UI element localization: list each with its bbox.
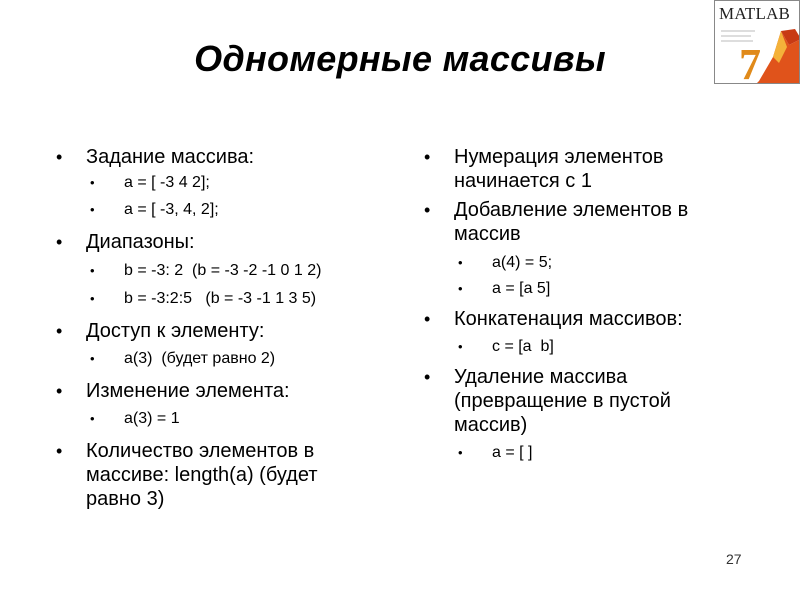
sub-item bbox=[424, 253, 724, 273]
bullet-icon: • bbox=[56, 321, 63, 341]
left-column bbox=[56, 145, 376, 511]
list-item-text: Задание массива: bbox=[86, 146, 255, 168]
right-column bbox=[424, 145, 724, 463]
bullet-icon: • bbox=[458, 255, 463, 270]
bullet-icon: • bbox=[424, 200, 431, 220]
list-item bbox=[56, 379, 376, 403]
bullet-icon: • bbox=[90, 202, 95, 217]
list-item-text: Нумерация элементов начинается с 1 bbox=[454, 146, 664, 192]
list-item bbox=[424, 365, 724, 437]
sub-item-text: a(3) = 1 bbox=[124, 410, 180, 427]
sub-item-text: a(4) = 5; bbox=[492, 254, 553, 271]
list-item bbox=[424, 145, 724, 193]
list-item-text: Диапазоны: bbox=[86, 231, 195, 253]
bullet-icon: • bbox=[458, 445, 463, 460]
bullet-icon: • bbox=[90, 411, 95, 426]
sub-item-text: a(3) (будет равно 2) bbox=[124, 350, 276, 367]
list-item bbox=[56, 230, 376, 254]
list-item bbox=[424, 307, 724, 331]
logo-version-number: 7 bbox=[739, 40, 761, 85]
sub-item bbox=[56, 289, 376, 309]
bullet-icon: • bbox=[56, 381, 63, 401]
bullet-icon: • bbox=[90, 291, 95, 306]
page-number: 27 bbox=[726, 551, 742, 567]
list-item-text: Добавление элементов в массив bbox=[454, 199, 689, 245]
list-item bbox=[56, 319, 376, 343]
sub-item-text: b = -3:2:5 (b = -3 -1 1 3 5) bbox=[124, 290, 317, 307]
sub-item-text: a = [ -3 4 2]; bbox=[124, 174, 210, 191]
list-item-text: Конкатенация массивов: bbox=[454, 308, 683, 330]
bullet-icon: • bbox=[56, 147, 63, 167]
sub-item-text: c = [a b] bbox=[492, 338, 554, 355]
logo-wordmark: MATLAB bbox=[719, 4, 791, 23]
sub-item bbox=[424, 337, 724, 357]
bullet-icon: • bbox=[90, 263, 95, 278]
list-item-text: Удаление массива (превращение в пустой массив) bbox=[454, 366, 671, 436]
sub-item bbox=[56, 349, 376, 369]
bullet-icon: • bbox=[458, 281, 463, 296]
list-item-text: Изменение элемента: bbox=[86, 380, 290, 402]
bullet-icon: • bbox=[90, 351, 95, 366]
bullet-icon: • bbox=[424, 147, 431, 167]
list-item-text: Доступ к элементу: bbox=[86, 320, 265, 342]
sub-item-text: a = [ ] bbox=[492, 444, 533, 461]
bullet-icon: • bbox=[458, 339, 463, 354]
list-item-text: Количество элементов в массиве: length(a) (будет равно 3) bbox=[86, 440, 318, 510]
list-item bbox=[424, 198, 724, 246]
matlab-logo bbox=[714, 0, 800, 84]
sub-item-text: a = [a 5] bbox=[492, 280, 551, 297]
bullet-icon: • bbox=[424, 309, 431, 329]
bullet-icon: • bbox=[56, 441, 63, 461]
sub-item bbox=[56, 173, 376, 193]
sub-item-text: b = -3: 2 (b = -3 -2 -1 0 1 2) bbox=[124, 262, 322, 279]
sub-item bbox=[424, 443, 724, 463]
slide-title: Одномерные массивы bbox=[194, 38, 606, 79]
sub-item bbox=[56, 200, 376, 220]
sub-item bbox=[56, 409, 376, 429]
bullet-icon: • bbox=[90, 175, 95, 190]
sub-item bbox=[56, 261, 376, 281]
list-item bbox=[56, 439, 376, 511]
bullet-icon: • bbox=[56, 232, 63, 252]
sub-item bbox=[424, 279, 724, 299]
bullet-icon: • bbox=[424, 367, 431, 387]
sub-item-text: a = [ -3, 4, 2]; bbox=[124, 201, 219, 218]
list-item bbox=[56, 145, 376, 169]
